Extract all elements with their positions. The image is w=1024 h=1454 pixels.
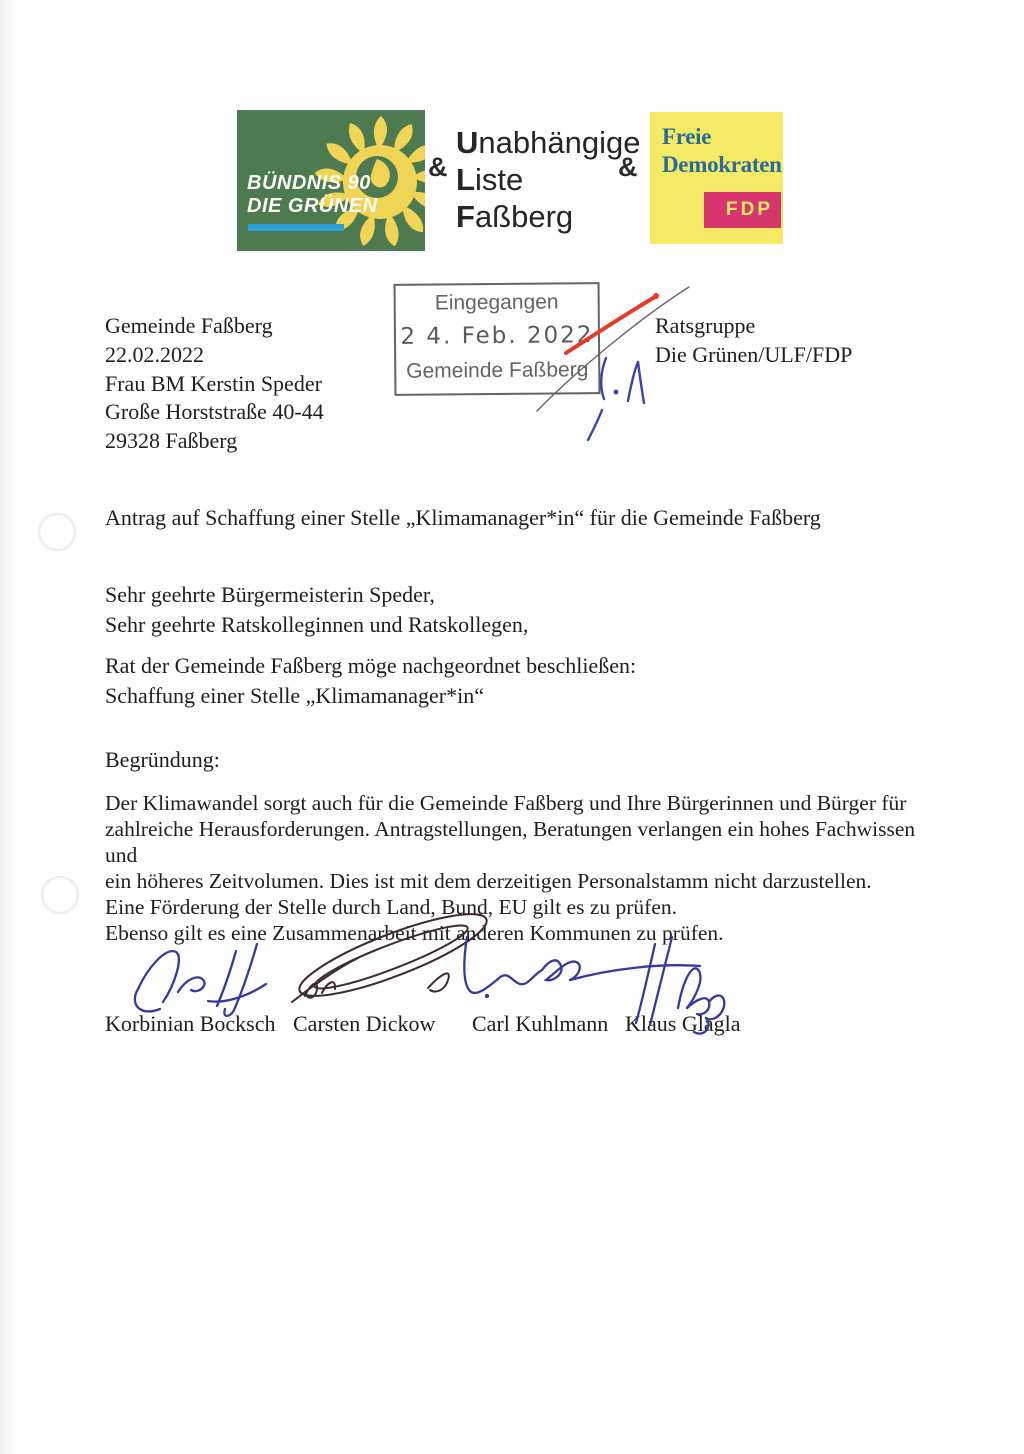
stamp-municipality: Gemeinde Faßberg: [406, 358, 589, 383]
ulf-initial-2: L: [456, 162, 475, 197]
motion-block: [105, 651, 636, 710]
fdp-party-logo: [650, 112, 783, 244]
recipient-line: Frau BM Kerstin Speder: [105, 370, 322, 396]
stamp-date: 2 4. Feb. 2022: [400, 322, 594, 350]
stamp-received-label: Eingegangen: [434, 290, 559, 315]
signature-bocksch: [135, 944, 266, 1016]
ampersand-right: &: [618, 152, 638, 182]
ulf-rest-2: iste: [474, 162, 524, 197]
sender-group-parties: Die Grünen/ULF/FDP: [655, 341, 853, 367]
ulf-initial-1: U: [456, 125, 479, 160]
gruene-logo-text: [247, 172, 378, 218]
body-line: Der Klimawandel sorgt auch für die Gemeinde Faßberg und Ihre Bürgerinnen und Bürger für: [105, 791, 907, 815]
recipient-line: Gemeinde Faßberg: [105, 313, 273, 338]
salutation-line: Sehr geehrte Ratskolleginnen und Ratskollegen,: [105, 611, 529, 637]
gruene-logo-underline: [248, 224, 344, 231]
reason-paragraph: [105, 791, 935, 946]
fdp-badge: FDP: [704, 192, 781, 228]
body-line: zahlreiche Herausforderungen. Antragstellungen, Beratungen verlangen ein hohes Fachwissen und: [105, 816, 916, 867]
received-stamp: [394, 282, 601, 396]
gruene-logo-line1: BÜNDNIS 90: [247, 172, 371, 194]
ampersand-left: &: [428, 152, 448, 182]
signer-name-glagla: Klaus Glagla: [625, 1011, 741, 1036]
recipient-line: 22.02.2022: [105, 341, 204, 367]
signer-name-kuhlmann: Carl Kuhlmann: [472, 1011, 609, 1036]
body-line: ein höheres Zeitvolumen. Dies ist mit dem derzeitigen Personalstamm nicht darzustellen.: [105, 868, 872, 893]
recipient-line: Große Horststraße 40-44: [105, 399, 324, 425]
ulf-line-2: [456, 161, 640, 198]
ulf-rest-1: nabhängige: [478, 125, 641, 160]
ulf-logo: [456, 124, 640, 235]
ulf-rest-3: aßberg: [474, 199, 574, 234]
scan-edge-artifact: [0, 0, 16, 1454]
subject-line: Antrag auf Schaffung einer Stelle „Klimamanager*in“ für die Gemeinde Faßberg: [105, 505, 821, 530]
sender-group-label: Ratsgruppe: [655, 313, 756, 338]
fdp-logo-line2: Demokraten: [662, 152, 782, 177]
salutation-line: Sehr geehrte Bürgermeisterin Speder,: [105, 582, 435, 607]
ulf-line-3: [456, 198, 640, 235]
body-line: Ebenso gilt es eine Zusammenarbeit mit anderen Kommunen zu prüfen.: [105, 920, 724, 945]
signer-name-dickow: Carsten Dickow: [293, 1011, 436, 1036]
ulf-line-1: [456, 124, 640, 161]
signer-name-bocksch: Korbinian Bocksch: [105, 1011, 276, 1036]
motion-line: Schaffung einer Stelle „Klimamanager*in“: [105, 682, 484, 708]
sender-block: [655, 312, 852, 370]
ulf-initial-3: F: [456, 199, 475, 234]
recipient-line: 29328 Faßberg: [105, 428, 238, 454]
punch-hole-artifacts: [39, 514, 78, 913]
motion-line: Rat der Gemeinde Faßberg möge nachgeordnet beschließen:: [105, 653, 637, 678]
salutation-block: [105, 580, 528, 639]
recipient-address-block: [105, 312, 324, 456]
gruene-logo-line2: DIE GRÜNEN: [247, 195, 378, 217]
body-line: Eine Förderung der Stelle durch Land, Bund, EU gilt es zu prüfen.: [105, 894, 677, 919]
gruene-party-logo: [237, 110, 425, 251]
reason-heading: Begründung:: [105, 747, 220, 772]
fdp-logo-line1: Freie: [662, 124, 712, 149]
